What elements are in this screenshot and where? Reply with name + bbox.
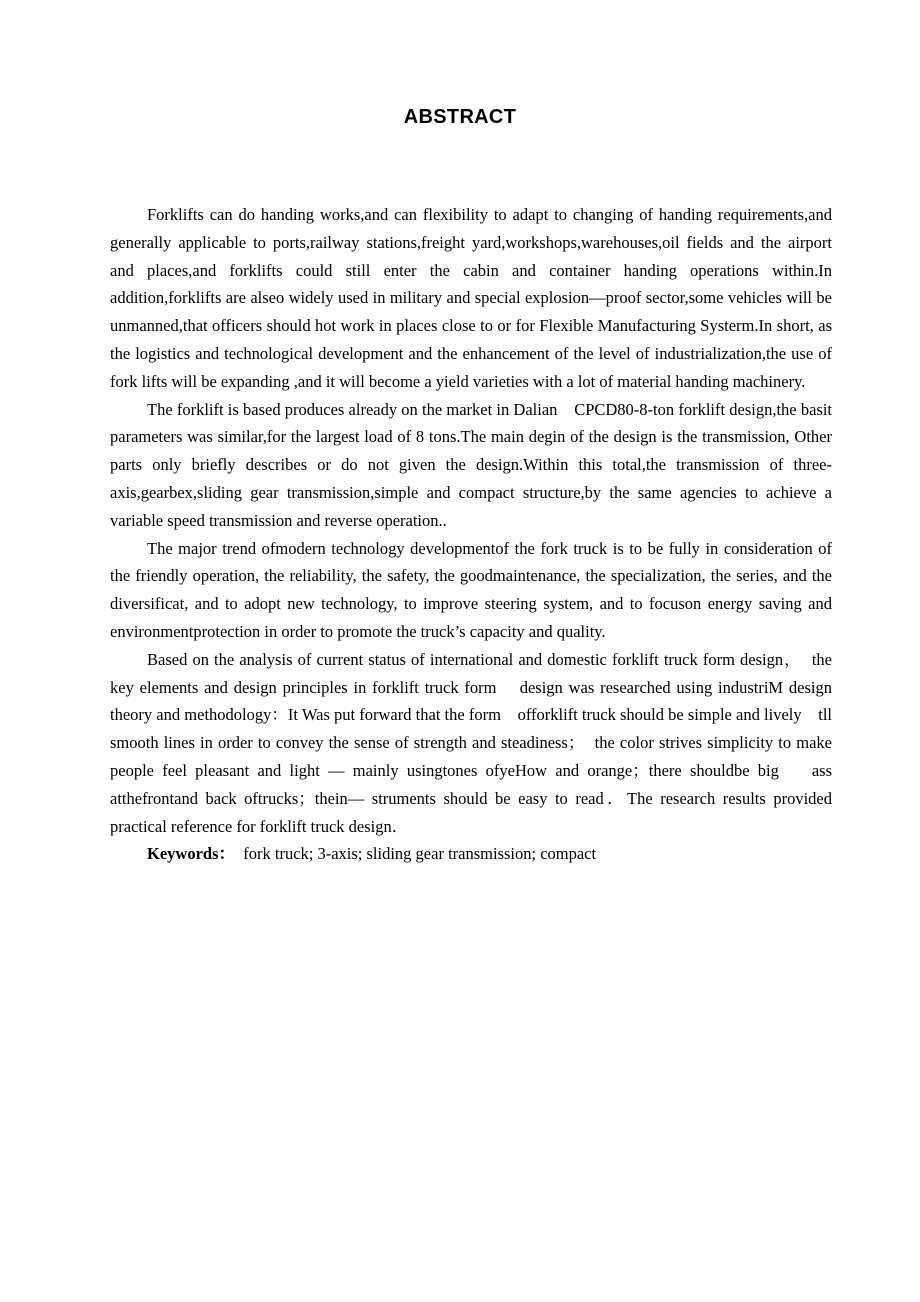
keywords-line: [110, 840, 832, 868]
abstract-body: [110, 201, 849, 868]
abstract-paragraph-3: The major trend ofmodern technology developmentof the fork truck is to be fully in consideration of the friendly operation, the reliability, the safety, the goodmaintenance, the specialization, the series, and the diversificat, and to adopt new technology, to improve steering system, and to focuson energy saving and environmentprotection in order to promote the truck’s capacity and quality.: [110, 538, 837, 641]
abstract-paragraph-2: The forklift is based produces already on the market in Dalian CPCD80-8-ton forklift design,the basit parameters was similar,for the largest load of 8 tons.The main degin of the design is the transmission, Other parts only briefly describes or do not given the design.Within this total,the transmission of three-axis,gearbex,sliding gear transmission,simple and compact structure,by the same agencies to achieve a variable speed transmission and reverse operation..: [110, 399, 837, 530]
abstract-paragraph-4: Based on the analysis of current status of international and domestic forklift truck form design， the key elements and design principles in forklift truck form design was researched using industriM design theory and methodology：It Was put forward that the form offorklift truck should be simple and lively tll smooth lines in order to convey the sense of strength and steadiness； the color strives simplicity to make people feel pleasant and light — mainly usingtones ofyeHow and orange；there shouldbe big ass atthefrontand back oftrucks；thein— struments should be easy to read．The research results provided practical reference for forklift truck design．: [110, 649, 849, 836]
keywords-text: fork truck; 3-axis; sliding gear transmission; compact: [235, 844, 597, 864]
keywords-label: Keywords：: [147, 844, 235, 864]
abstract-title: ABSTRACT: [403, 106, 517, 128]
abstract-paragraph-1: Forklifts can do handing works,and can flexibility to adapt to changing of handing requirements,and generally applicable to ports,railway stations,freight yard,workshops,warehouses,oil fields and the airport and places,and forklifts could still enter the cabin and container handing operations within.In addition,forklifts are alseo widely used in military and special explosion—proof sector,some vehicles will be unmanned,that officers should hot work in places close to or for Flexible Manufacturing Systerm.In short, as the logistics and technological development and the enhancement of the level of industrialization,the use of fork lifts will be expanding ,and it will become a yield varieties with a lot of material handing machinery.: [110, 205, 837, 391]
